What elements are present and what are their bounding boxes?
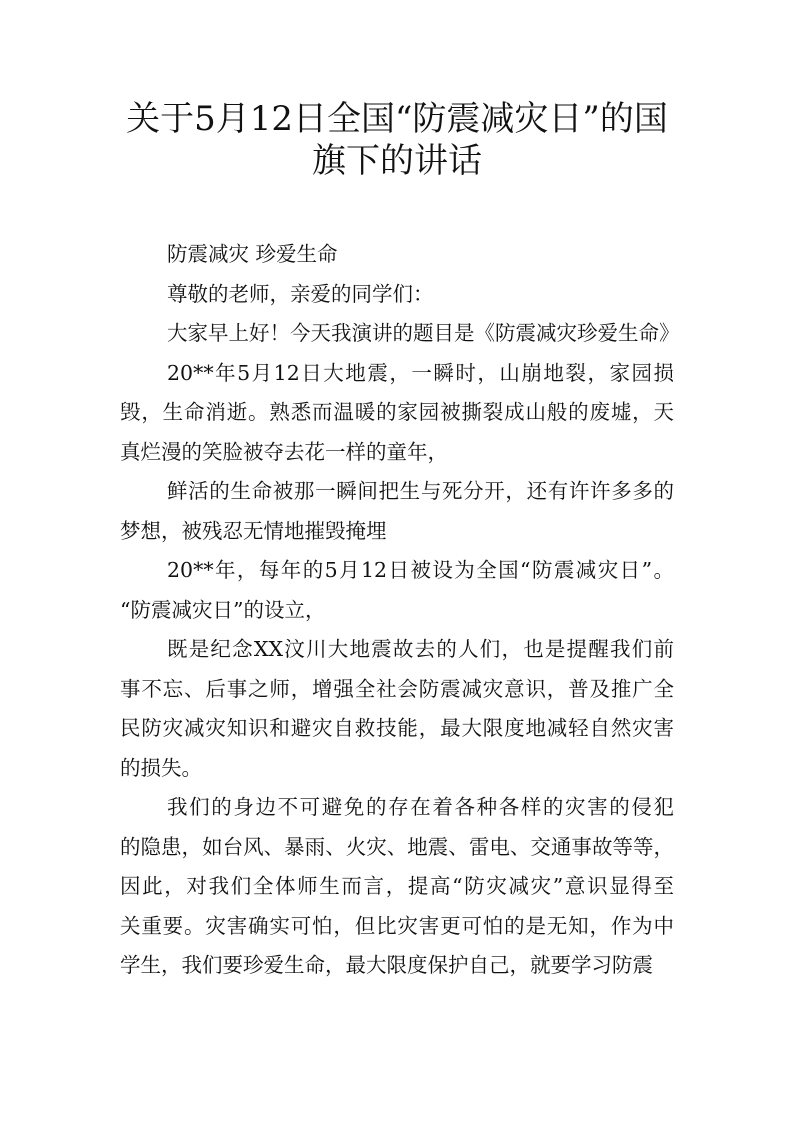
paragraph-line: 既是纪念XX汶川大地震故去的人们，也是提醒我们前 bbox=[167, 637, 674, 661]
paragraph-line: 20**年5月12日大地震，一瞬时，山崩地裂，家园损 bbox=[167, 360, 674, 385]
title-line: 旗下的讲话 bbox=[312, 141, 482, 181]
paragraph-line: 防震减灾 珍爱生命 bbox=[167, 242, 338, 266]
paragraph bbox=[120, 354, 674, 473]
paragraph-line: 毁，生命消逝。熟悉而温暖的家园被撕裂成山般的废墟，天 bbox=[120, 400, 674, 424]
paragraph-line: 20**年，每年的5月12日被设为全国“防震减灾日”。 bbox=[167, 558, 674, 582]
document-body bbox=[120, 235, 680, 986]
paragraph-line: 真烂漫的笑脸被夺去花一样的童年， bbox=[120, 439, 448, 464]
paragraph-line: 的损失。 bbox=[120, 755, 202, 780]
document-title bbox=[110, 98, 684, 182]
paragraph-line: 因此，对我们全体师生而言，提高“防灾减灾”意识显得至 bbox=[120, 874, 674, 898]
paragraph bbox=[120, 235, 674, 275]
paragraph-line: 学生，我们要珍爱生命，最大限度保护自己，就要学习防震 bbox=[120, 953, 653, 977]
paragraph-line: 梦想，被残忍无情地摧毁掩埋 bbox=[120, 518, 387, 543]
paragraph-line: 我们的身边不可避免的存在着各种各样的灾害的侵犯 bbox=[167, 795, 674, 819]
paragraph bbox=[120, 551, 674, 630]
paragraph-line: 鲜活的生命被那一瞬间把生与死分开，还有许许多多的 bbox=[167, 479, 674, 503]
paragraph-line: 大家早上好！今天我演讲的题目是《防震减灾珍爱生命》 bbox=[167, 321, 680, 345]
paragraph-line: 民防灾减灾知识和避灾自救技能，最大限度地减轻自然灾害 bbox=[120, 716, 674, 740]
paragraph-line: “防震减灾日”的设立， bbox=[120, 597, 326, 622]
paragraph bbox=[120, 275, 674, 315]
paragraph bbox=[120, 472, 674, 551]
paragraph-line: 尊敬的老师，亲爱的同学们： bbox=[167, 281, 434, 306]
paragraph-line: 的隐患，如台风、暴雨、火灾、地震、雷电、交通事故等等， bbox=[120, 834, 674, 859]
paragraph-line: 关重要。灾害确实可怕，但比灾害更可怕的是无知，作为中 bbox=[120, 913, 674, 938]
title-line: 关于5月12日全国“防震减灾日”的国 bbox=[126, 99, 668, 139]
paragraph bbox=[120, 630, 674, 788]
paragraph-line: 事不忘、后事之师，增强全社会防震减灾意识，普及推广全 bbox=[120, 676, 674, 701]
paragraph bbox=[120, 314, 680, 354]
paragraph bbox=[120, 788, 674, 986]
